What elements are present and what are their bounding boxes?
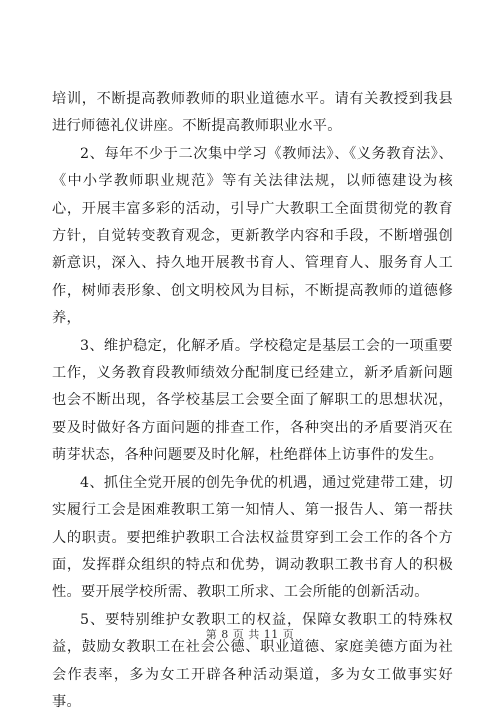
paragraph-item-4: 4、抓住全党开展的创先争优的机遇，通过党建带工建，切实履行工会是困难教职工第一知情人、第一报告人、第一帮扶人的职责。要把维护教职工合法权益贯穿到工会工作的各个方面，发挥群众组织的特点和优势，调动教职工教书育人的积极性。要开展学校所需、教职工所求、工会所能的创新活动。 <box>52 474 453 601</box>
document-body <box>52 86 453 716</box>
paragraph-item-5: 5、要特别维护女教职工的权益，保障女教职工的特殊权益，鼓励女教职工在社会公德、职业道德、家庭美德方面为社会作表率，多为女工开辟各种活动渠道，多为女工做事实好事。 <box>52 611 453 710</box>
paragraph-continuation: 培训，不断提高教师教师的职业道德水平。请有关教授到我县进行师德礼仪讲座。不断提高教师职业水平。 <box>52 91 453 135</box>
paragraph-item-2: 2、每年不少于二次集中学习《教师法》、《义务教育法》、《中小学教师职业规范》等有关法律法规，以师德建设为核心，开展丰富多彩的活动，引导广大教职工全面贯彻党的教育方针，自觉转变教育观念，更新教学内容和手段，不断增强创新意识，深入、持久地开展教书育人、管理育人、服务育人工作，树师表形象、创文明校风为目标，不断提高教师的道德修养， <box>52 145 453 327</box>
page-number-footer: 第 8 页 共 11 页 <box>205 628 295 641</box>
paragraph-item-3: 3、维护稳定，化解矛盾。学校稳定是基层工会的一项重要工作，义务教育段教师绩效分配制度已经建立，新矛盾新问题也会不断出现，各学校基层工会要全面了解职工的思想状况，要及时做好各方面问题的排查工作，各种突出的矛盾要消灭在萌芽状态，各种问题要及时化解，杜绝群体上访事件的发生。 <box>52 337 453 464</box>
